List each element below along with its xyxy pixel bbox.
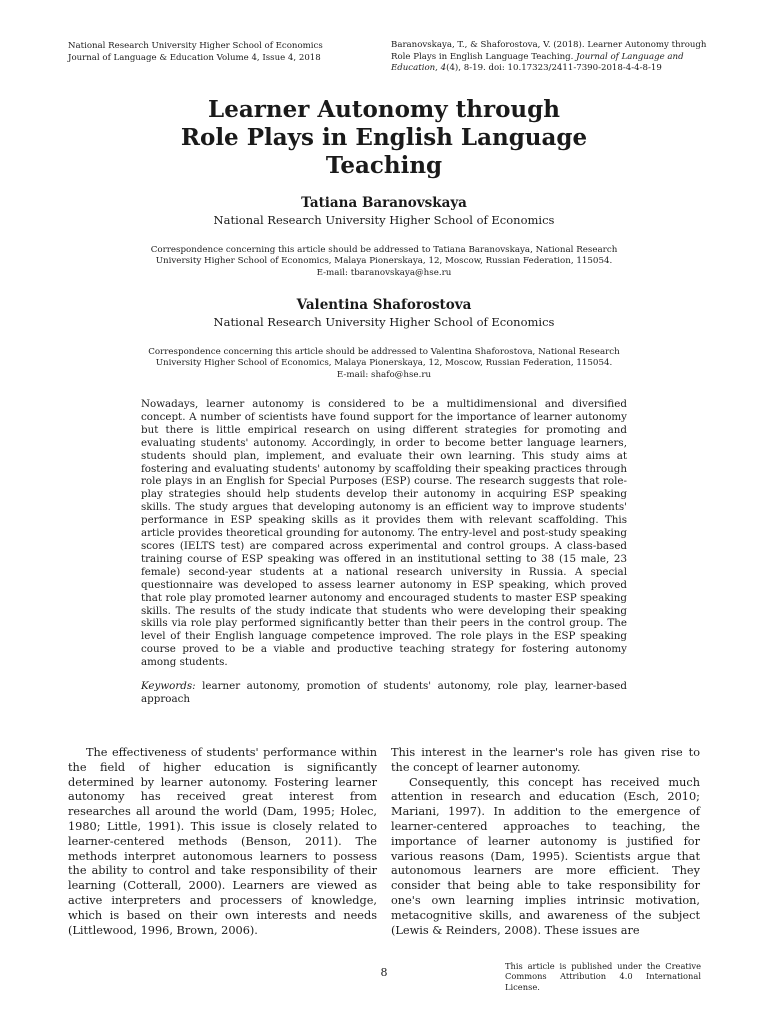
correspondence-line: Correspondence concerning this article should be addressed to Valentina Shaforostova, National Research [148, 347, 620, 357]
author-email: E-mail: shafo@hse.ru [336, 369, 432, 380]
journal-volume: Journal of Language & Education Volume 4, Issue 4, 2018 [68, 52, 321, 63]
correspondence-line: University Higher School of Economics, Malaya Pionerskaya, 12, Moscow, Russian Federation, 115054. [155, 358, 613, 369]
author-affiliation: National Research University Higher School of Economics [213, 315, 555, 329]
title-line: Teaching [325, 152, 443, 179]
keywords-text: learner autonomy, promotion of students' autonomy, role play, learner-based approach [141, 680, 627, 705]
correspondence-line: University Higher School of Economics, Malaya Pionerskaya, 12, Moscow, Russian Federation, 115054. [155, 256, 613, 267]
citation-journal: Journal of Language and Education, 4 [391, 51, 684, 73]
journal-institution: National Research University Higher School of Economics [68, 41, 323, 51]
license-notice: This article is published under the Creative Commons Attribution 4.0 International License. [505, 961, 701, 992]
title-line: Role Plays in English Language [180, 124, 588, 151]
article-title [0, 96, 768, 180]
body-paragraph: The effectiveness of students' performance within the field of higher education is significantly determined by learner autonomy. Fostering learner autonomy has received great interest from researches all around the world (Dam, 1995; Holec, 1980; Little, 1991). This issue is closely related to learner-centered methods (Benson, 2011). The methods interpret autonomous learners to possess the ability to control and take responsibility of their learning (Cotterall, 2000). Learners are viewed as active interpreters and processers of knowledge, which is based on their own interests and needs (Littlewood, 1996, Brown, 2006). [68, 746, 377, 937]
citation-header [391, 40, 711, 75]
abstract: Nowadays, learner autonomy is considered to be a multidimensional and diversified concept. A number of scientists have found support for the importance of learner autonomy but there is little empirical research on using different strategies for promoting and evaluating students' autonomy. Accordingly, in order to become better language learners, students should plan, implement, and evaluate their own learning. This study aims at fostering and evaluating students' autonomy by scaffolding their speaking practices through role plays in an English for Special Purposes (ESP) course. The research suggests that role-play strategies should help students develop their autonomy in acquiring ESP speaking skills. The study argues that developing autonomy is an efficient way to improve students' performance in ESP speaking skills as it provides them with relevant scaffolding. This article provides theoretical grounding for autonomy. The entry-level and post-study speaking scores (IELTS test) are compared across experimental and control groups. A class-based training course of ESP speaking was offered in an institutional setting to 38 (15 male, 23 female) second-year students at a national research university in Russia. A special questionnaire was developed to assess learner autonomy in ESP speaking, which proved that role play promoted learner autonomy and encouraged students to master ESP speaking skills. The results of the study indicate that students who were developing their speaking skills via role play performed significantly better than their peers in the control group. The level of their English language competence improved. The role plays in the ESP speaking course proved to be a viable and productive teaching strategy for fostering autonomy among students. [141, 398, 627, 669]
page-number: 8 [380, 966, 388, 979]
keywords-label: Keywords: [141, 680, 196, 692]
keywords [141, 680, 627, 706]
correspondence-line: Correspondence concerning this article should be addressed to Tatiana Baranovskaya, National Research [150, 245, 618, 255]
body-paragraph: This interest in the learner's role has given rise to the concept of learner autonomy. [391, 746, 700, 774]
author-affiliation: National Research University Higher School of Economics [213, 213, 555, 227]
body-column-left [68, 746, 377, 938]
body-column-right [391, 746, 700, 938]
title-line: Learner Autonomy through [208, 96, 560, 123]
journal-header [68, 41, 368, 64]
author-correspondence [0, 347, 768, 381]
author-name: Valentina Shaforostova [296, 297, 472, 313]
body-paragraph: Consequently, this concept has received much attention in research and education (Esch, 2010; Mariani, 1997). In addition to the emergence of learner-centered approaches to teaching, the importance of learner autonomy is justified for various reasons (Dam, 1995). Scientists argue that autonomous learners are more efficient. They consider that being able to take responsibility for one's own learning implies intrinsic motivation, metacognitive skills, and awareness of the subject (Lewis & Reinders, 2008). These issues are [391, 775, 700, 937]
author-email: E-mail: tbaranovskaya@hse.ru [316, 267, 452, 278]
citation-tail: (4), 8-19. doi: 10.17323/2411-7390-2018-4-4-8-19 [446, 63, 662, 73]
author-name: Tatiana Baranovskaya [301, 195, 467, 211]
author-correspondence [0, 245, 768, 279]
citation-main: Baranovskaya, T., & Shaforostova, V. (2018). Learner Autonomy through Role Plays in English Language Teaching. [391, 40, 707, 62]
